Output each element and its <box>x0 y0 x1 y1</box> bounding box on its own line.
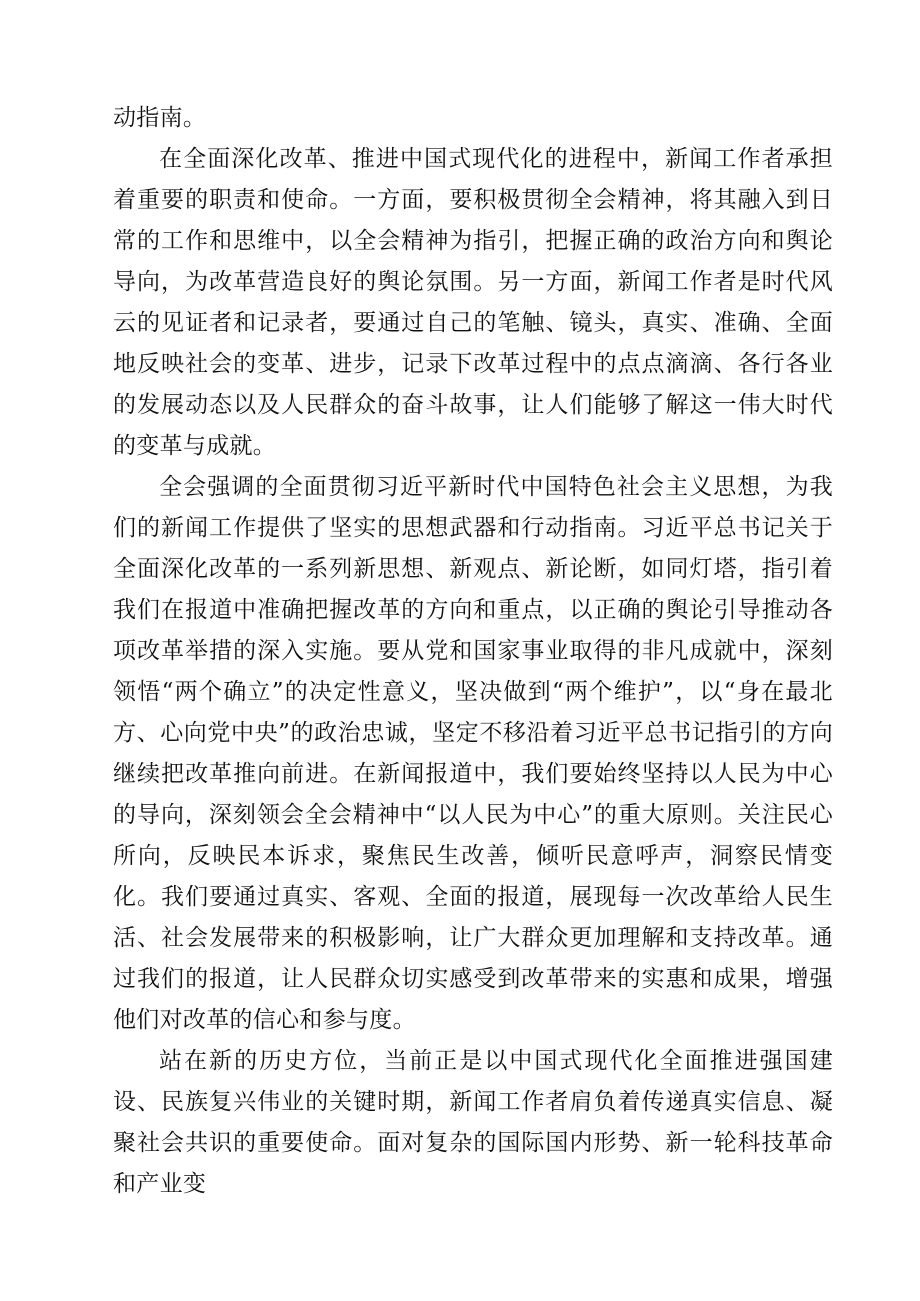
document-body <box>113 98 833 1205</box>
paragraph-guiding-thought: 全会强调的全面贯彻习近平新时代中国特色社会主义思想，为我们的新闻工作提供了坚实的思想武器和行动指南。习近平总书记关于全面深化改革的一系列新思想、新观点、新论断，如同灯塔，指引着我们在报道中准确把握改革的方向和重点，以正确的舆论引导推动各项改革举措的深入实施。要从党和国家事业取得的非凡成就中，深刻领悟“两个确立”的决定性意义，坚决做到“两个维护”，以“身在最北方、心向党中央”的政治忠诚，坚定不移沿着习近平总书记指引的方向继续把改革推向前进。在新闻报道中，我们要始终坚持以人民为中心的导向，深刻领会全会精神中“以人民为中心”的重大原则。关注民心所向，反映民本诉求，聚焦民生改善，倾听民意呼声，洞察民情变化。我们要通过真实、客观、全面的报道，展现每一次改革给人民生活、社会发展带来的积极影响，让广大群众更加理解和支持改革。通过我们的报道，让人民群众切实感受到改革带来的实惠和成果，增强他们对改革的信心和参与度。 <box>113 474 833 1033</box>
paragraph-continuation: 动指南。 <box>113 105 207 131</box>
paragraph-historical-position: 站在新的历史方位，当前正是以中国式现代化全面推进强国建设、民族复兴伟业的关键时期，新闻工作者肩负着传递真实信息、凝聚社会共识的重要使命。面对复杂的国际国内形势、新一轮科技革命和产业变 <box>113 1048 833 1197</box>
paragraph-journalist-mission: 在全面深化改革、推进中国式现代化的进程中，新闻工作者承担着重要的职责和使命。一方面，要积极贯彻全会精神，将其融入到日常的工作和思维中，以全会精神为指引，把握正确的政治方向和舆论导向，为改革营造良好的舆论氛围。另一方面，新闻工作者是时代风云的见证者和记录者，要通过自己的笔触、镜头，真实、准确、全面地反映社会的变革、进步，记录下改革过程中的点点滴滴、各行各业的发展动态以及人民群众的奋斗故事，让人们能够了解这一伟大时代的变革与成就。 <box>113 146 833 459</box>
